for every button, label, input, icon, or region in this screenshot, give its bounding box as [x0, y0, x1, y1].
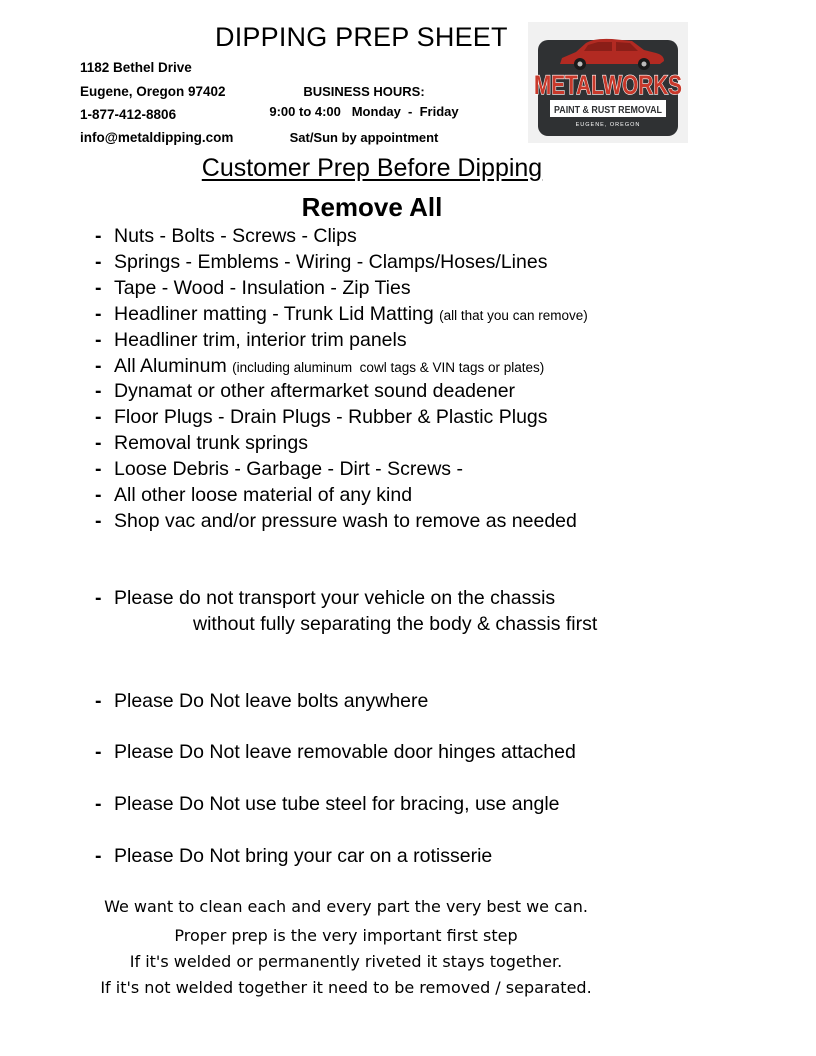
address-line-1: 1182 Bethel Drive [80, 60, 192, 75]
list-item [95, 277, 411, 300]
phone-number: 1-877-412-8806 [80, 107, 177, 122]
list-item [95, 432, 308, 455]
logo-location: EUGENE, OREGON [575, 122, 641, 128]
list-item [95, 251, 547, 274]
page-title: DIPPING PREP SHEET [215, 22, 508, 52]
bullet: - [95, 355, 102, 377]
metalworks-logo [528, 22, 688, 143]
bullet: - [95, 741, 102, 763]
bullet: - [95, 587, 102, 609]
section-subtitle: Customer Prep Before Dipping [201, 154, 543, 182]
bullet: - [95, 690, 102, 712]
list-item [95, 329, 407, 352]
item-text: Headliner trim, interior trim panels [114, 329, 407, 351]
bullet: - [95, 329, 102, 351]
transport-line-1: Please do not transport your vehicle on the chassis [114, 587, 556, 609]
item-text: Nuts - Bolts - Screws - Clips [114, 225, 357, 247]
bullet: - [95, 793, 102, 815]
notice-text: Please Do Not leave bolts anywhere [114, 690, 429, 712]
bullet: - [95, 380, 102, 402]
item-text: Headliner matting - Trunk Lid Matting [114, 303, 440, 325]
notice-item [95, 690, 428, 713]
list-item [95, 484, 412, 507]
notice-text: Please Do Not use tube steel for bracing, use angle [114, 793, 560, 815]
bullet: - [95, 277, 102, 299]
item-text: Removal trunk springs [114, 432, 308, 454]
item-text: Dynamat or other aftermarket sound deadener [114, 380, 516, 402]
item-text: All Aluminum [114, 355, 233, 377]
item-text: Springs - Emblems - Wiring - Clamps/Hoses/Lines [114, 251, 548, 273]
bullet: - [95, 484, 102, 506]
footer-line: Proper prep is the very important first step [174, 926, 518, 945]
notice-item [95, 845, 492, 868]
bullet: - [95, 225, 102, 247]
notice-item [95, 741, 576, 764]
notice-text: Please Do Not leave removable door hinges attached [114, 741, 576, 763]
email-address: info@metaldipping.com [80, 130, 234, 145]
bullet: - [95, 303, 102, 325]
bullet: - [95, 458, 102, 480]
transport-line-2: without fully separating the body & chassis first [193, 613, 598, 635]
item-text: All other loose material of any kind [114, 484, 413, 506]
logo-tagline: PAINT & RUST REMOVAL [554, 105, 662, 116]
remove-all-heading: Remove All [301, 192, 443, 222]
item-text: Floor Plugs - Drain Plugs - Rubber & Plastic Plugs [114, 406, 548, 428]
bullet: - [95, 406, 102, 428]
bullet: - [95, 845, 102, 867]
weekday-hours: 9:00 to 4:00 Monday - Friday [269, 104, 459, 119]
list-item [95, 303, 588, 326]
bullet: - [95, 432, 102, 454]
item-note: (including aluminum cowl tags & VIN tags or plates) [232, 360, 545, 375]
footer-line: We want to clean each and every part the very best we can. [104, 897, 588, 916]
logo-brand-text: METALWORKS [534, 70, 682, 100]
transport-notice [95, 587, 555, 610]
item-text: Tape - Wood - Insulation - Zip Ties [114, 277, 411, 299]
footer-line: If it's not welded together it need to be removed / separated. [100, 978, 592, 997]
item-text: Shop vac and/or pressure wash to remove as needed [114, 510, 577, 532]
footer-line: If it's welded or permanently riveted it stays together. [129, 952, 563, 971]
notice-item [95, 793, 560, 816]
list-item [95, 510, 577, 533]
list-item [95, 406, 548, 429]
item-note: (all that you can remove) [439, 308, 588, 323]
bullet: - [95, 251, 102, 273]
list-item [95, 380, 515, 403]
notice-text: Please Do Not bring your car on a rotisserie [114, 845, 493, 867]
list-item [95, 458, 463, 481]
list-item [95, 355, 544, 378]
business-hours-label: BUSINESS HOURS: [303, 84, 425, 99]
bullet: - [95, 510, 102, 532]
item-text: Loose Debris - Garbage - Dirt - Screws - [114, 458, 463, 480]
list-item [95, 225, 357, 248]
weekend-hours: Sat/Sun by appointment [289, 130, 439, 145]
address-line-2: Eugene, Oregon 97402 [80, 84, 226, 99]
